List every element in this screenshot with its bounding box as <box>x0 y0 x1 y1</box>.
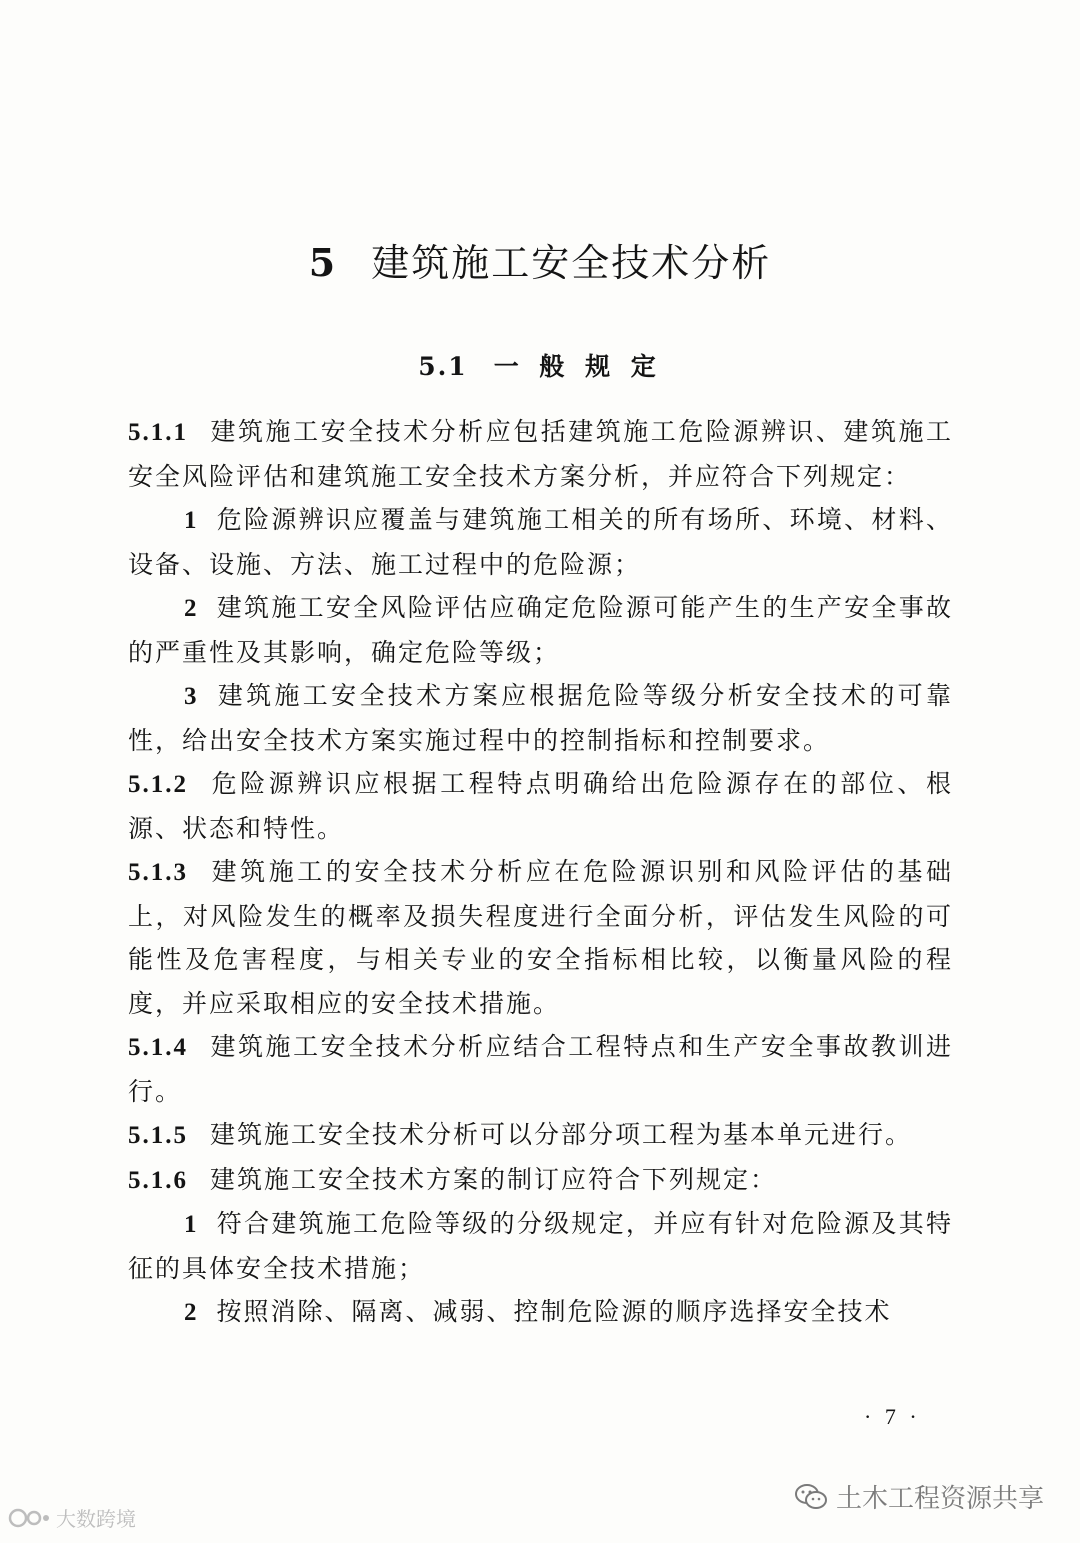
item-number: 1 <box>184 507 199 534</box>
list-item <box>128 1202 953 1290</box>
clause-paragraph <box>128 1113 953 1158</box>
list-item <box>128 586 953 674</box>
wechat-icon <box>794 1482 828 1512</box>
clause-paragraph <box>128 410 953 498</box>
clause-text: 危险源辨识应根据工程特点明确给出危险源存在的部位、根源、状态和特性。 <box>128 769 953 843</box>
clause-text: 建筑施工安全技术分析可以分部分项工程为基本单元进行。 <box>210 1120 913 1149</box>
item-number: 3 <box>184 683 199 710</box>
section-title-text: 一 般 规 定 <box>493 352 662 381</box>
chapter-title <box>0 232 1080 287</box>
page-number: · 7 · <box>864 1404 921 1429</box>
item-number: 1 <box>184 1211 199 1238</box>
chapter-number: 5 <box>308 240 338 285</box>
item-number: 2 <box>184 595 199 622</box>
watermark-app <box>8 1503 136 1532</box>
clause-number: 5.1.5 <box>128 1122 188 1149</box>
list-item <box>128 498 953 586</box>
section-title <box>0 347 1080 383</box>
item-number: 2 <box>184 1299 199 1326</box>
app-logo-icon <box>8 1506 52 1530</box>
clause-paragraph <box>128 1025 953 1113</box>
clause-text: 建筑施工的安全技术分析应在危险源识别和风险评估的基础上，对风险发生的概率及损失程度进行全面分析，评估发生风险的可能性及危害程度，与相关专业的安全指标相比较，以衡量风险的程度，并应采取相应的安全技术措施。 <box>128 857 953 1018</box>
item-text: 建筑施工安全风险评估应确定危险源可能产生的生产安全事故的严重性及其影响，确定危险等级； <box>128 593 953 667</box>
clause-text: 建筑施工安全技术分析应结合工程特点和生产安全事故教训进行。 <box>128 1032 953 1106</box>
clause-number: 5.1.3 <box>128 859 188 886</box>
list-item <box>128 674 953 762</box>
item-text: 危险源辨识应覆盖与建筑施工相关的所有场所、环境、材料、设备、设施、方法、施工过程中的危险源； <box>128 505 953 579</box>
section-number: 5.1 <box>418 352 468 381</box>
clause-paragraph <box>128 1158 953 1203</box>
clause-number: 5.1.6 <box>128 1166 188 1194</box>
chapter-title-text: 建筑施工安全技术分析 <box>371 241 772 285</box>
clause-number: 5.1.2 <box>128 771 188 798</box>
clause-text: 建筑施工安全技术方案的制订应符合下列规定： <box>210 1164 778 1194</box>
body-text <box>128 410 953 1335</box>
item-text: 符合建筑施工危险等级的分级规定，并应有针对危险源及其特征的具体安全技术措施； <box>128 1209 953 1283</box>
clause-text: 建筑施工安全技术分析应包括建筑施工危险源辨识、建筑施工安全风险评估和建筑施工安全技术方案分析，并应符合下列规定： <box>128 417 953 491</box>
item-text: 建筑施工安全技术方案应根据危险等级分析安全技术的可靠性，给出安全技术方案实施过程中的控制指标和控制要求。 <box>128 681 953 755</box>
watermark-text: 土木工程资源共享 <box>835 1484 1044 1514</box>
clause-number: 5.1.1 <box>128 419 188 446</box>
watermark-wechat <box>794 1478 1044 1515</box>
watermark-text: 大数跨境 <box>56 1507 136 1531</box>
item-text: 按照消除、隔离、减弱、控制危险源的顺序选择安全技术 <box>216 1297 892 1326</box>
list-item <box>128 1290 953 1335</box>
clause-paragraph <box>128 762 953 850</box>
clause-paragraph <box>128 850 953 1025</box>
clause-number: 5.1.4 <box>128 1034 188 1061</box>
